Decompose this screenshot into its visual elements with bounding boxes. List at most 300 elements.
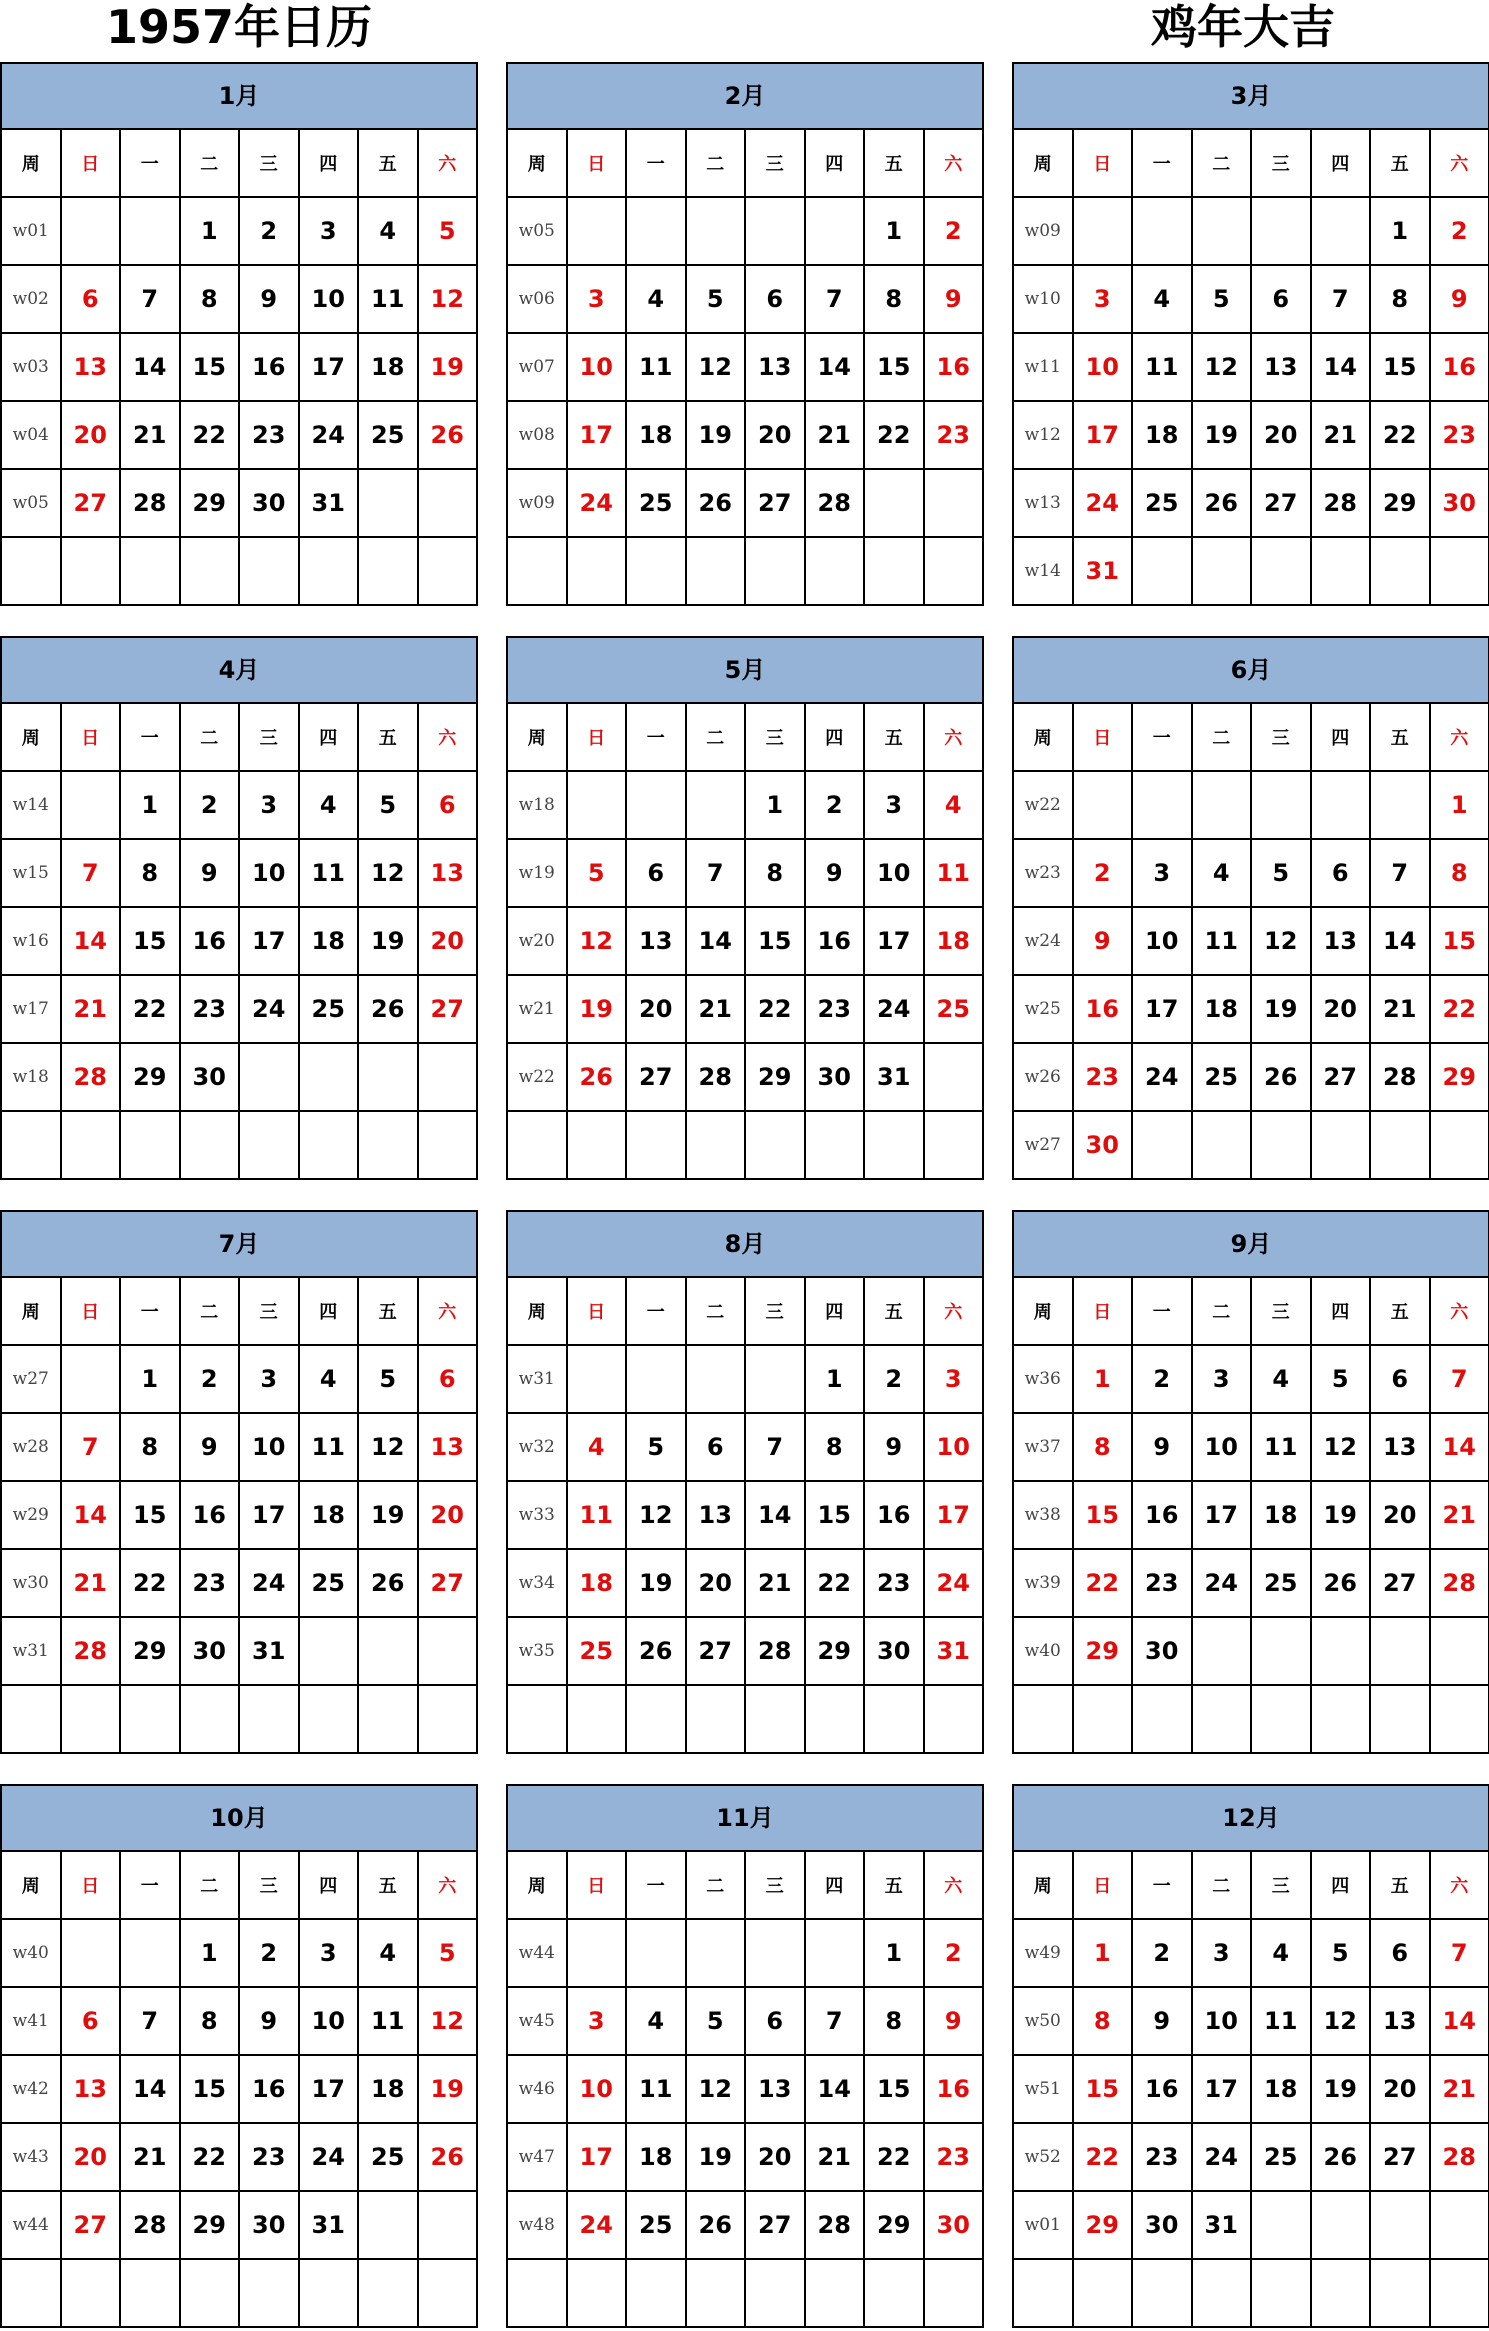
day-cell: 5 (687, 1988, 747, 2056)
month-title: 2月 (508, 64, 984, 130)
day-cell: 7 (806, 266, 866, 334)
weekday-header: 六 (419, 1278, 479, 1346)
day-cell: 29 (181, 470, 241, 538)
day-cell: 15 (806, 1482, 866, 1550)
day-cell: 16 (925, 334, 985, 402)
day-cell (865, 2260, 925, 2328)
week-number: w07 (508, 334, 568, 402)
day-cell: 7 (687, 840, 747, 908)
day-cell: 19 (359, 1482, 419, 1550)
month-title: 10月 (2, 1786, 478, 1852)
week-number: w02 (2, 266, 62, 334)
day-cell: 30 (865, 1618, 925, 1686)
day-cell: 15 (121, 1482, 181, 1550)
day-cell: 4 (627, 266, 687, 334)
month-block (1012, 1784, 1489, 2328)
weekday-header: 四 (300, 1278, 360, 1346)
month-title: 12月 (1014, 1786, 1489, 1852)
month-grid (508, 704, 984, 1180)
day-cell: 9 (925, 1988, 985, 2056)
day-cell: 19 (687, 402, 747, 470)
week-number: w31 (2, 1618, 62, 1686)
day-cell: 19 (1193, 402, 1253, 470)
day-cell: 29 (1074, 1618, 1134, 1686)
day-cell (806, 2260, 866, 2328)
day-cell: 10 (1193, 1414, 1253, 1482)
week-number: w14 (2, 772, 62, 840)
day-cell: 15 (865, 2056, 925, 2124)
day-cell (121, 198, 181, 266)
month-title: 8月 (508, 1212, 984, 1278)
day-cell (1133, 2260, 1193, 2328)
day-cell: 11 (359, 1988, 419, 2056)
month-block (1012, 62, 1489, 606)
week-number (508, 2260, 568, 2328)
day-cell: 30 (806, 1044, 866, 1112)
day-cell (1312, 538, 1372, 606)
weekday-header: 日 (1074, 1852, 1134, 1920)
day-cell (568, 198, 628, 266)
day-cell: 20 (746, 402, 806, 470)
day-cell: 17 (1133, 976, 1193, 1044)
day-cell: 13 (62, 2056, 122, 2124)
day-cell: 1 (806, 1346, 866, 1414)
day-cell: 1 (865, 198, 925, 266)
day-cell: 9 (1431, 266, 1489, 334)
day-cell (627, 1112, 687, 1180)
day-cell: 27 (1371, 1550, 1431, 1618)
day-cell: 13 (1371, 1988, 1431, 2056)
day-cell (1312, 198, 1372, 266)
day-cell: 28 (62, 1044, 122, 1112)
day-cell: 30 (1074, 1112, 1134, 1180)
day-cell (1193, 198, 1253, 266)
day-cell (627, 198, 687, 266)
day-cell (627, 1920, 687, 1988)
day-cell: 12 (568, 908, 628, 976)
day-cell (1074, 1686, 1134, 1754)
weekday-header: 二 (687, 1278, 747, 1346)
weekday-header: 周 (2, 704, 62, 772)
day-cell: 30 (1133, 1618, 1193, 1686)
day-cell (1371, 2260, 1431, 2328)
day-cell: 29 (181, 2192, 241, 2260)
weekday-header: 周 (1014, 1278, 1074, 1346)
week-number: w13 (1014, 470, 1074, 538)
day-cell: 21 (1431, 2056, 1489, 2124)
day-cell (925, 1044, 985, 1112)
month-title: 1月 (2, 64, 478, 130)
day-cell: 25 (1133, 470, 1193, 538)
day-cell: 12 (1312, 1414, 1372, 1482)
day-cell: 7 (1312, 266, 1372, 334)
day-cell: 14 (806, 2056, 866, 2124)
day-cell: 20 (1312, 976, 1372, 1044)
weekday-header: 周 (508, 1278, 568, 1346)
day-cell: 18 (1252, 2056, 1312, 2124)
week-number: w12 (1014, 402, 1074, 470)
day-cell: 26 (1312, 1550, 1372, 1618)
day-cell: 27 (419, 1550, 479, 1618)
month-title: 3月 (1014, 64, 1489, 130)
weekday-header: 五 (1371, 1852, 1431, 1920)
day-cell: 18 (1252, 1482, 1312, 1550)
day-cell (925, 1686, 985, 1754)
week-number: w44 (2, 2192, 62, 2260)
day-cell: 15 (181, 334, 241, 402)
day-cell: 20 (746, 2124, 806, 2192)
day-cell: 9 (925, 266, 985, 334)
week-number: w09 (1014, 198, 1074, 266)
weekday-header: 日 (62, 704, 122, 772)
day-cell: 29 (1371, 470, 1431, 538)
day-cell (865, 470, 925, 538)
month-block (0, 1784, 478, 2328)
month-block (506, 62, 984, 606)
day-cell: 30 (181, 1618, 241, 1686)
day-cell: 14 (1312, 334, 1372, 402)
day-cell: 20 (687, 1550, 747, 1618)
day-cell: 22 (746, 976, 806, 1044)
weekday-header: 六 (925, 130, 985, 198)
day-cell: 17 (240, 908, 300, 976)
day-cell (419, 538, 479, 606)
day-cell (687, 198, 747, 266)
day-cell: 14 (1431, 1414, 1489, 1482)
day-cell: 1 (121, 1346, 181, 1414)
day-cell: 26 (687, 2192, 747, 2260)
weekday-header: 日 (568, 704, 628, 772)
day-cell: 22 (1074, 1550, 1134, 1618)
day-cell: 24 (1133, 1044, 1193, 1112)
day-cell: 26 (687, 470, 747, 538)
day-cell: 8 (1371, 266, 1431, 334)
day-cell: 5 (1193, 266, 1253, 334)
day-cell: 15 (746, 908, 806, 976)
day-cell (1133, 772, 1193, 840)
day-cell: 9 (806, 840, 866, 908)
day-cell: 13 (419, 840, 479, 908)
day-cell: 1 (1074, 1920, 1134, 1988)
day-cell (240, 538, 300, 606)
weekday-header: 五 (865, 130, 925, 198)
day-cell: 23 (1133, 1550, 1193, 1618)
day-cell (1312, 1686, 1372, 1754)
weekday-header: 五 (865, 704, 925, 772)
day-cell: 25 (627, 2192, 687, 2260)
day-cell: 8 (1074, 1988, 1134, 2056)
day-cell (1431, 1618, 1489, 1686)
day-cell (62, 2260, 122, 2328)
day-cell (1074, 772, 1134, 840)
week-number: w14 (1014, 538, 1074, 606)
day-cell (1371, 2192, 1431, 2260)
weekday-header: 日 (568, 130, 628, 198)
day-cell: 13 (687, 1482, 747, 1550)
day-cell (1371, 1112, 1431, 1180)
day-cell (1252, 538, 1312, 606)
day-cell: 23 (925, 2124, 985, 2192)
day-cell: 12 (687, 2056, 747, 2124)
day-cell: 1 (121, 772, 181, 840)
week-number: w38 (1014, 1482, 1074, 1550)
day-cell: 26 (1252, 1044, 1312, 1112)
day-cell: 7 (62, 840, 122, 908)
day-cell: 28 (121, 470, 181, 538)
weekday-header: 四 (1312, 1852, 1372, 1920)
day-cell: 16 (1431, 334, 1489, 402)
week-number: w06 (508, 266, 568, 334)
day-cell (1252, 198, 1312, 266)
month-grid (1014, 1852, 1489, 2328)
day-cell: 24 (1193, 1550, 1253, 1618)
week-number: w29 (2, 1482, 62, 1550)
day-cell: 17 (300, 2056, 360, 2124)
weekday-header: 日 (1074, 130, 1134, 198)
day-cell: 21 (746, 1550, 806, 1618)
day-cell: 20 (419, 908, 479, 976)
week-number (2, 538, 62, 606)
day-cell: 26 (1193, 470, 1253, 538)
week-number (1014, 2260, 1074, 2328)
weekday-header: 二 (181, 704, 241, 772)
day-cell (359, 1112, 419, 1180)
week-number: w15 (2, 840, 62, 908)
week-number: w40 (2, 1920, 62, 1988)
day-cell (1312, 1618, 1372, 1686)
day-cell: 5 (359, 772, 419, 840)
day-cell: 8 (1431, 840, 1489, 908)
weekday-header: 六 (1431, 130, 1489, 198)
day-cell (419, 2260, 479, 2328)
day-cell (746, 198, 806, 266)
day-cell (1133, 538, 1193, 606)
day-cell: 4 (1252, 1920, 1312, 1988)
week-number: w18 (508, 772, 568, 840)
day-cell: 21 (806, 2124, 866, 2192)
week-number: w04 (2, 402, 62, 470)
day-cell: 19 (1312, 2056, 1372, 2124)
day-cell (687, 1920, 747, 1988)
day-cell: 15 (1431, 908, 1489, 976)
week-number: w16 (2, 908, 62, 976)
day-cell: 21 (1312, 402, 1372, 470)
weekday-header: 二 (687, 1852, 747, 1920)
day-cell (687, 1346, 747, 1414)
day-cell: 14 (1431, 1988, 1489, 2056)
day-cell (62, 1346, 122, 1414)
day-cell (627, 1346, 687, 1414)
day-cell (1252, 2260, 1312, 2328)
day-cell: 19 (359, 908, 419, 976)
month-grid (2, 130, 478, 606)
weekday-header: 周 (1014, 1852, 1074, 1920)
month-grid (508, 1278, 984, 1754)
weekday-header: 一 (121, 1852, 181, 1920)
day-cell (300, 1618, 360, 1686)
weekday-header: 六 (925, 1278, 985, 1346)
day-cell: 19 (419, 2056, 479, 2124)
day-cell: 21 (62, 1550, 122, 1618)
day-cell: 17 (1074, 402, 1134, 470)
day-cell: 18 (359, 2056, 419, 2124)
day-cell (1312, 2260, 1372, 2328)
day-cell: 12 (627, 1482, 687, 1550)
week-number (2, 1112, 62, 1180)
week-number: w30 (2, 1550, 62, 1618)
day-cell: 20 (419, 1482, 479, 1550)
day-cell: 20 (62, 2124, 122, 2192)
weekday-header: 一 (627, 1852, 687, 1920)
calendar-title: 1957年日历 (106, 0, 373, 54)
day-cell: 8 (865, 1988, 925, 2056)
day-cell: 14 (806, 334, 866, 402)
day-cell (687, 1686, 747, 1754)
day-cell (1252, 1686, 1312, 1754)
day-cell: 3 (925, 1346, 985, 1414)
day-cell: 12 (687, 334, 747, 402)
day-cell (419, 1686, 479, 1754)
day-cell: 24 (1074, 470, 1134, 538)
day-cell: 7 (62, 1414, 122, 1482)
day-cell: 4 (1133, 266, 1193, 334)
day-cell (1133, 1112, 1193, 1180)
day-cell: 22 (181, 2124, 241, 2192)
day-cell: 2 (1431, 198, 1489, 266)
day-cell (568, 1686, 628, 1754)
weekday-header: 六 (1431, 1278, 1489, 1346)
day-cell: 18 (627, 2124, 687, 2192)
day-cell (419, 2192, 479, 2260)
day-cell: 31 (300, 2192, 360, 2260)
day-cell: 1 (181, 1920, 241, 1988)
day-cell: 25 (568, 1618, 628, 1686)
week-number: w41 (2, 1988, 62, 2056)
day-cell (419, 1112, 479, 1180)
day-cell: 13 (1312, 908, 1372, 976)
day-cell: 9 (1133, 1988, 1193, 2056)
day-cell: 18 (925, 908, 985, 976)
day-cell: 1 (865, 1920, 925, 1988)
day-cell: 8 (746, 840, 806, 908)
day-cell: 21 (121, 402, 181, 470)
day-cell: 27 (1371, 2124, 1431, 2192)
day-cell (568, 2260, 628, 2328)
day-cell: 7 (746, 1414, 806, 1482)
day-cell: 18 (359, 334, 419, 402)
day-cell: 2 (1133, 1346, 1193, 1414)
day-cell: 5 (568, 840, 628, 908)
weekday-header: 三 (746, 1852, 806, 1920)
day-cell: 9 (181, 840, 241, 908)
day-cell (925, 2260, 985, 2328)
day-cell: 10 (300, 266, 360, 334)
day-cell (568, 538, 628, 606)
day-cell: 11 (300, 1414, 360, 1482)
weekday-header: 六 (419, 130, 479, 198)
month-title: 11月 (508, 1786, 984, 1852)
week-number: w20 (508, 908, 568, 976)
day-cell (300, 538, 360, 606)
month-block (506, 1784, 984, 2328)
day-cell: 21 (1371, 976, 1431, 1044)
day-cell: 7 (121, 266, 181, 334)
month-grid (2, 1278, 478, 1754)
day-cell: 13 (419, 1414, 479, 1482)
day-cell: 17 (300, 334, 360, 402)
day-cell (121, 538, 181, 606)
day-cell (627, 2260, 687, 2328)
weekday-header: 日 (1074, 1278, 1134, 1346)
day-cell: 20 (1371, 1482, 1431, 1550)
day-cell (300, 1044, 360, 1112)
day-cell: 14 (1371, 908, 1431, 976)
day-cell: 13 (627, 908, 687, 976)
day-cell: 13 (1371, 1414, 1431, 1482)
day-cell: 11 (300, 840, 360, 908)
day-cell: 30 (1431, 470, 1489, 538)
day-cell: 1 (181, 198, 241, 266)
day-cell (1193, 1686, 1253, 1754)
day-cell (1431, 2192, 1489, 2260)
year-slogan: 鸡年大吉 (1151, 0, 1335, 54)
day-cell: 27 (62, 470, 122, 538)
day-cell: 18 (1193, 976, 1253, 1044)
day-cell: 17 (925, 1482, 985, 1550)
day-cell: 12 (359, 1414, 419, 1482)
weekday-header: 四 (806, 1852, 866, 1920)
weekday-header: 五 (865, 1852, 925, 1920)
month-grid (2, 704, 478, 1180)
day-cell: 22 (1074, 2124, 1134, 2192)
day-cell: 29 (746, 1044, 806, 1112)
day-cell: 13 (62, 334, 122, 402)
week-number: w52 (1014, 2124, 1074, 2192)
day-cell: 7 (1431, 1346, 1489, 1414)
week-number: w18 (2, 1044, 62, 1112)
day-cell: 30 (181, 1044, 241, 1112)
weekday-header: 一 (627, 1278, 687, 1346)
day-cell (62, 1686, 122, 1754)
week-number: w44 (508, 1920, 568, 1988)
day-cell: 23 (1133, 2124, 1193, 2192)
day-cell: 30 (240, 2192, 300, 2260)
day-cell: 21 (1431, 1482, 1489, 1550)
month-title: 9月 (1014, 1212, 1489, 1278)
day-cell: 11 (359, 266, 419, 334)
weekday-header: 二 (181, 1852, 241, 1920)
day-cell (121, 2260, 181, 2328)
day-cell (359, 2192, 419, 2260)
weekday-header: 一 (1133, 1852, 1193, 1920)
day-cell: 27 (1312, 1044, 1372, 1112)
day-cell: 11 (627, 2056, 687, 2124)
day-cell: 29 (1431, 1044, 1489, 1112)
day-cell (1431, 538, 1489, 606)
day-cell: 28 (746, 1618, 806, 1686)
day-cell: 27 (687, 1618, 747, 1686)
week-number: w19 (508, 840, 568, 908)
weekday-header: 一 (1133, 130, 1193, 198)
day-cell: 20 (1252, 402, 1312, 470)
day-cell: 1 (1074, 1346, 1134, 1414)
day-cell: 28 (806, 2192, 866, 2260)
day-cell: 21 (121, 2124, 181, 2192)
day-cell: 15 (1074, 2056, 1134, 2124)
weekday-header: 三 (746, 130, 806, 198)
weekday-header: 三 (240, 704, 300, 772)
day-cell (1133, 1686, 1193, 1754)
